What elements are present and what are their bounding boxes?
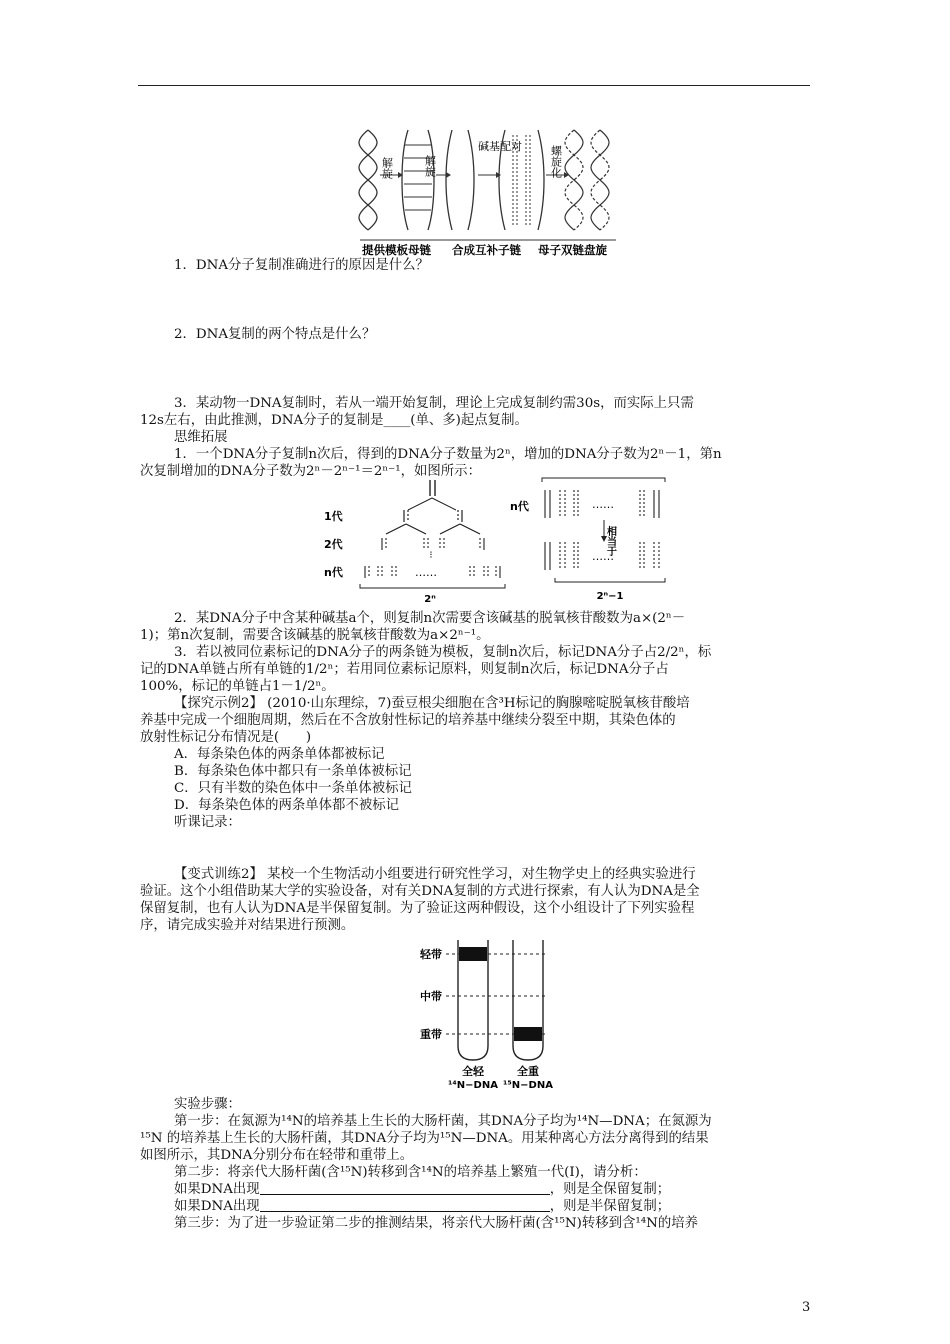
condition-2-suffix: ，则是半保留复制； xyxy=(549,1199,671,1214)
condition-semi-conservative xyxy=(174,1198,670,1215)
notes-label: 听课记录： xyxy=(174,815,241,830)
variant-line-1: 【变式训练2】 某校一个生物活动小组要进行研究性学习，对生物学史上的经典实验进行 xyxy=(174,867,696,882)
step-1-line-2: ¹⁵N 的培养基上生长的大肠杆菌，其DNA分子均为¹⁵N—DNA。用某种离心方法分离得到的结果 xyxy=(140,1131,709,1146)
extension-3-line-2: 记的DNA单链占所有单链的1/2ⁿ；若用同位素标记原料，则复制n次后，标记DNA分子占 xyxy=(140,662,669,677)
steps-title: 实验步骤： xyxy=(174,1097,241,1112)
extension-title: 思维拓展 xyxy=(174,430,228,445)
question-1: 1．DNA分子复制准确进行的原因是什么？ xyxy=(174,258,429,273)
header-rule xyxy=(138,85,810,86)
right-gen-label: n代 xyxy=(510,500,529,513)
band-label-heavy: 重带 xyxy=(420,1028,442,1041)
dots-right-top: …… xyxy=(592,498,614,511)
caption-2: 合成互补子链 xyxy=(452,243,521,257)
gen-label-2: 2代 xyxy=(324,538,343,551)
variant-line-2: 验证。这个小组借助某大学的实验设备，对有关DNA复制的方式进行探索，有人认为DNA是全 xyxy=(140,884,700,899)
band-label-light: 轻带 xyxy=(420,948,442,961)
variant-line-3: 保留复制，也有人认为DNA是半保留复制。为了验证这两种假设，这个小组设计了下列实验程 xyxy=(140,901,695,916)
svg-text:⁝: ⁝ xyxy=(429,550,433,561)
dna-replication-diagram xyxy=(360,125,620,260)
question-3-line-1: 3．某动物一DNA复制时，若从一端开始复制，理论上完成复制约需30s，而实际上只需 xyxy=(174,396,694,411)
step-label-3: 碱基配对 xyxy=(478,140,522,153)
gen-label-n: n代 xyxy=(324,566,343,579)
tube-dna-15n: ¹⁵N−DNA xyxy=(503,1080,553,1091)
tube-label-heavy: 全重 xyxy=(517,1065,539,1078)
condition-2-prefix: 如果DNA出现 xyxy=(174,1199,260,1214)
caption-3: 母子双链盘旋 xyxy=(538,243,607,257)
example-2-line-3: 放射性标记分布情况是( ) xyxy=(140,730,312,745)
extension-2-line-1: 2．某DNA分子中含某种碱基a个，则复制n次需要含该碱基的脱氧核苷酸数为a×(2ⁿ－ xyxy=(174,611,686,626)
dots-right-bottom: …… xyxy=(592,550,614,563)
extension-1-line-1: 1．一个DNA分子复制n次后，得到的DNA分子数量为2ⁿ，增加的DNA分子数为2ⁿ－1，第n xyxy=(174,447,722,462)
step-3-line-1: 第三步：为了进一步验证第二步的推测结果，将亲代大肠杆菌(含¹⁵N)转移到含¹⁴N的培养 xyxy=(174,1216,699,1231)
step-label-1: 解旋 xyxy=(380,157,394,179)
answer-blank-2[interactable] xyxy=(260,1199,550,1212)
option-a: A．每条染色体的两条单体都被标记 xyxy=(174,747,385,762)
option-b: B．每条染色体中都只有一条单体被标记 xyxy=(174,764,412,779)
step-label-2: 解旋 xyxy=(423,155,437,177)
question-3-line-2: 12s左右，由此推测，DNA分子的复制是____(单、多)起点复制。 xyxy=(140,413,528,428)
step-1-line-1: 第一步：在氮源为¹⁴N的培养基上生长的大肠杆菌，其DNA分子均为¹⁴N—DNA；在氮源为 xyxy=(174,1114,712,1129)
variant-line-4: 序，请完成实验并对结果进行预测。 xyxy=(140,918,355,933)
left-caption: 2ⁿ xyxy=(424,594,436,605)
condition-full-conservative xyxy=(174,1181,670,1198)
extension-3-line-1: 3．若以被同位素标记的DNA分子的两条链为模板，复制n次后，标记DNA分子占2/2ⁿ，标 xyxy=(174,645,712,660)
dots-left: …… xyxy=(415,566,437,579)
centrifuge-tubes-diagram xyxy=(418,938,568,1091)
step-1-line-3: 如图所示，其DNA分别分布在轻带和重带上。 xyxy=(140,1148,414,1163)
example-2-line-1: 【探究示例2】 (2010·山东理综，7)蚕豆根尖细胞在含³H标记的胸腺嘧啶脱氧核苷酸培 xyxy=(174,696,690,711)
extension-2-line-2: 1)；第n次复制，需要含该碱基的脱氧核苷酸数为a×2ⁿ⁻¹。 xyxy=(140,628,490,643)
example-2-line-2: 养基中完成一个细胞周期，然后在不含放射性标记的培养基中继续分裂至中期，其染色体的 xyxy=(140,713,676,728)
tube-dna-14n: ¹⁴N−DNA xyxy=(448,1080,498,1091)
caption-1: 提供模板母链 xyxy=(362,243,431,257)
answer-blank-1[interactable] xyxy=(260,1182,550,1195)
band-label-middle: 中带 xyxy=(420,990,442,1003)
option-c: C．只有半数的染色体中一条单体被标记 xyxy=(174,781,412,796)
equivalent-annotation: 相当于 xyxy=(604,526,616,556)
tube-label-light: 全轻 xyxy=(462,1065,484,1078)
option-d: D．每条染色体的两条单体都不被标记 xyxy=(174,798,399,813)
replication-count-diagram xyxy=(320,478,670,606)
extension-1-line-2: 次复制增加的DNA分子数为2ⁿ－2ⁿ⁻¹＝2ⁿ⁻¹，如图所示： xyxy=(140,464,481,479)
extension-3-line-3: 100%，标记的单链占1－1/2ⁿ。 xyxy=(140,679,335,694)
condition-1-suffix: ，则是全保留复制； xyxy=(549,1182,671,1197)
step-label-4: 螺旋化 xyxy=(549,145,563,178)
condition-1-prefix: 如果DNA出现 xyxy=(174,1182,260,1197)
page-number: 3 xyxy=(802,1300,811,1315)
right-caption: 2ⁿ−1 xyxy=(596,591,624,602)
question-2: 2．DNA复制的两个特点是什么？ xyxy=(174,327,376,342)
gen-label-1: 1代 xyxy=(324,510,343,523)
step-2-line-1: 第二步：将亲代大肠杆菌(含¹⁵N)转移到含¹⁴N的培养基上繁殖一代(Ⅰ)，请分析： xyxy=(174,1165,647,1180)
